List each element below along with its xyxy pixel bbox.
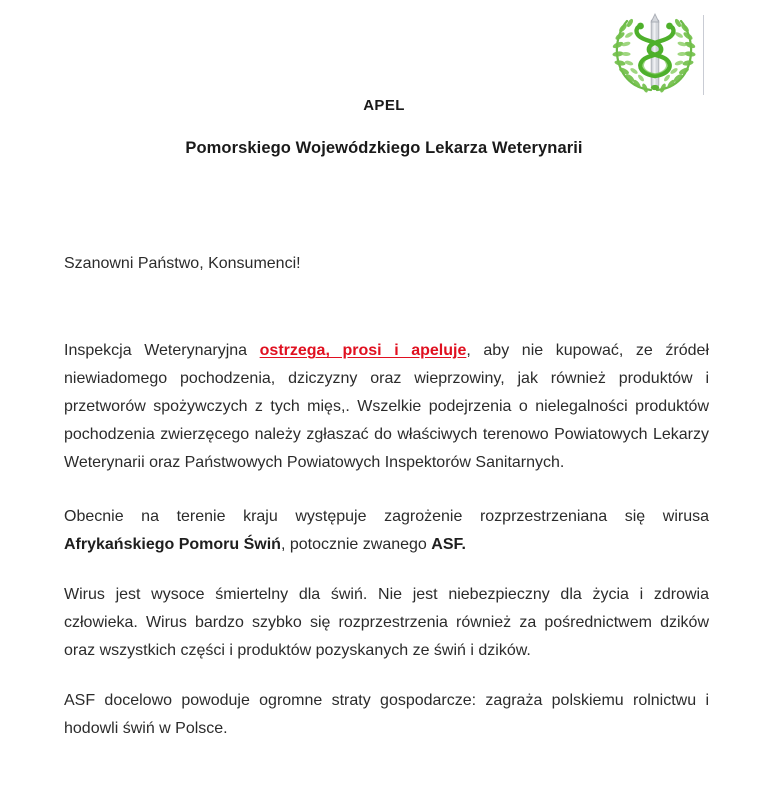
- run-text: , aby nie kupować, ze źródeł niewiadomego pochodzenia, dziczyzny oraz wieprzowiny, jak również produktów i przetworów spożywczych z tych mięs,. Wszelkie podejrzenia o nielegalności produktów pochodzenia zwierzęcego należy zgłaszać do właściwych terenowo Powiatowych Lekarzy Weterynarii oraz Państwowych Powiatowych Inspektorów Sanitarnych.: [64, 342, 709, 472]
- run-text: Obecnie na terenie kraju występuje zagrożenie rozprzestrzeniana się wirusa: [64, 508, 709, 526]
- run-text: , potocznie zwanego: [280, 536, 432, 554]
- paragraph-threat: [64, 503, 709, 559]
- paragraph-appeal: [64, 337, 709, 477]
- document-header: [0, 0, 768, 100]
- header-vertical-divider: [703, 15, 704, 95]
- salutation: Szanowni Państwo, Konsumenci!: [64, 255, 301, 272]
- veterinary-inspection-logo: [611, 8, 699, 96]
- document-body: [64, 252, 709, 743]
- paragraph-economic-impact: [64, 687, 709, 743]
- page-subtitle: Pomorskiego Wojewódzkiego Lekarza Weterynarii: [185, 139, 583, 157]
- emphasis-bold-asf-abbrev: ASF.: [431, 536, 466, 554]
- emphasis-bold-asf-name: Afrykańskiego Pomoru Świń: [64, 536, 281, 554]
- run-text: ASF docelowo powoduje ogromne straty gospodarcze: zagraża polskiemu rolnictwu i hodowli świń w Polsce.: [64, 692, 709, 738]
- paragraph-virus-info: [64, 581, 709, 665]
- run-text: Wirus jest wysoce śmiertelny dla świń. Nie jest niebezpieczny dla życia i zdrowia człowieka. Wirus bardzo szybko się rozprzestrzenia również za pośrednictwem dzików oraz wszystkich części i produktów pozyskanych ze świń i dzików.: [64, 586, 709, 660]
- caduceus-icon: [611, 8, 699, 96]
- run-text: Inspekcja Weterynaryjna: [64, 342, 260, 360]
- page-title: APEL: [363, 97, 405, 114]
- emphasis-red-underline: ostrzega, prosi i apeluje: [259, 342, 467, 360]
